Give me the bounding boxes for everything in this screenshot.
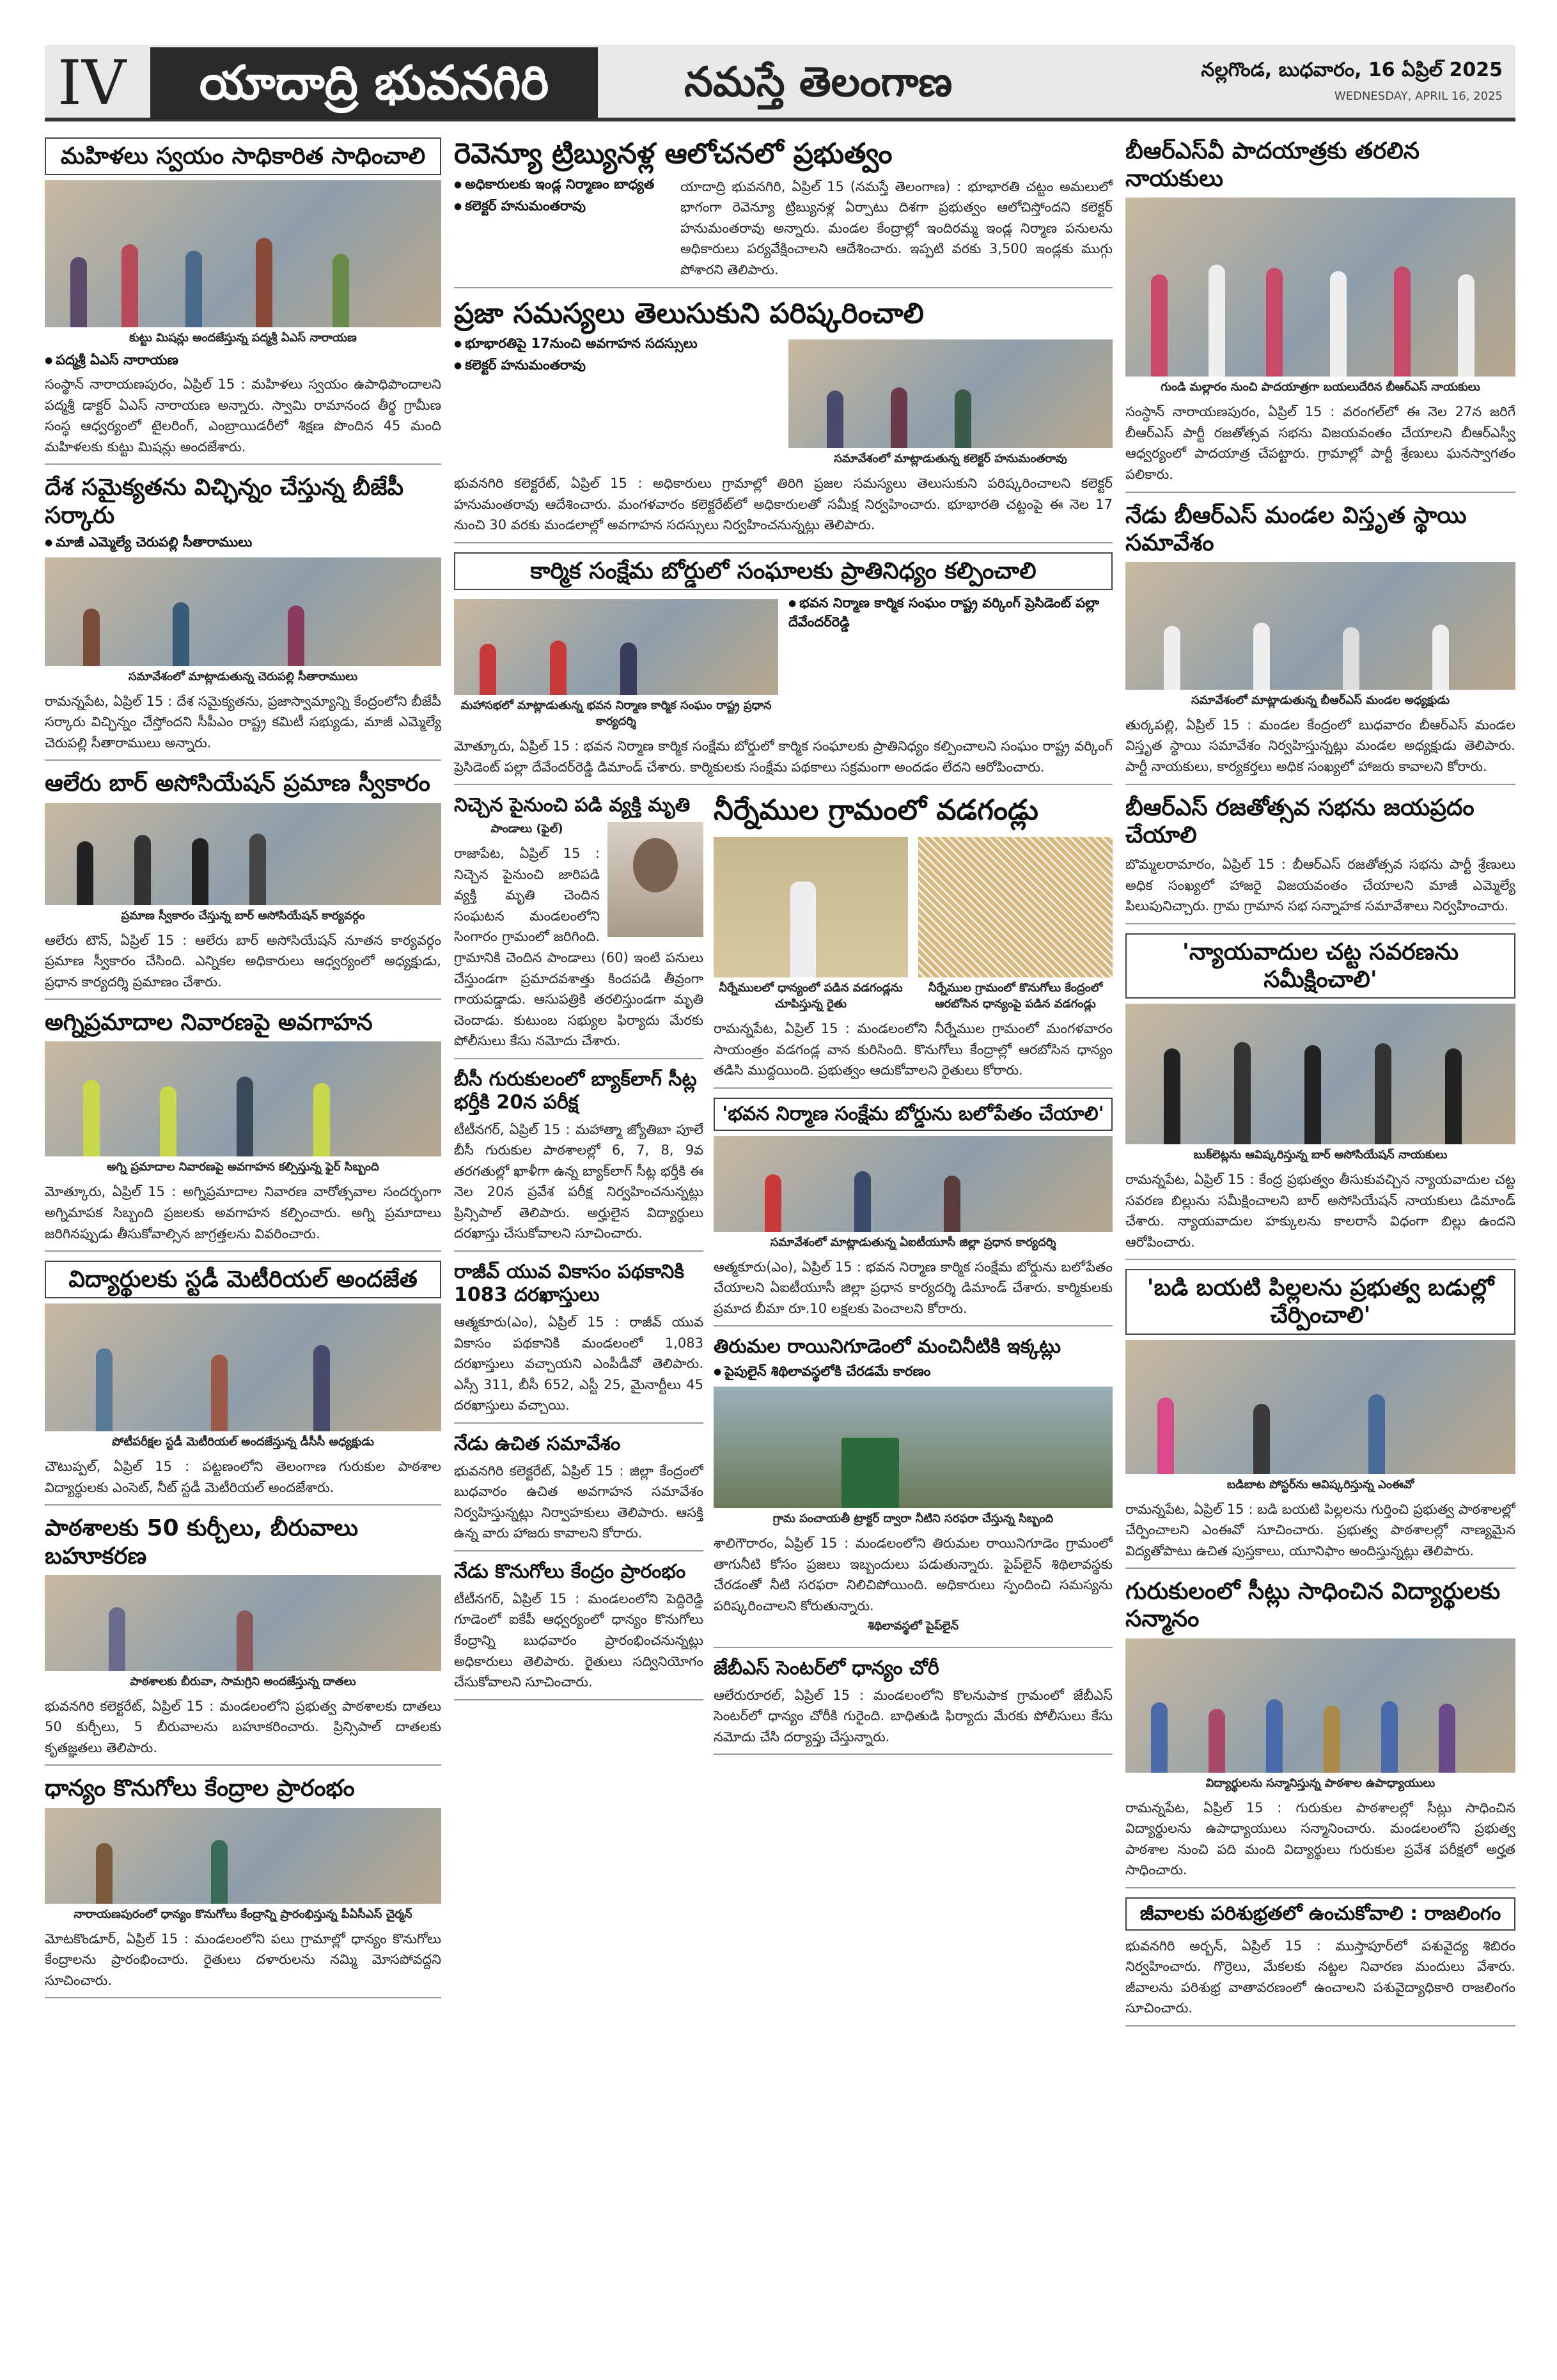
- story-study-material: [45, 1261, 441, 1505]
- news-photo: [45, 180, 441, 327]
- portrait-photo: [607, 822, 703, 937]
- story-construction-board: [714, 1098, 1113, 1327]
- story-women-empowerment: [45, 137, 441, 465]
- news-photo: [1125, 1004, 1515, 1144]
- photo-caption: పోటీపరీక్షల స్టడీ మెటీరియల్ అందజేస్తున్న డీసీసీ అధ్యక్షుడు: [112, 1435, 374, 1449]
- headline: బీఆర్ఎస్ రజతోత్సవ సభను జయప్రదం చేయాలి: [1125, 794, 1475, 848]
- photo-caption: కుట్టు మిషన్లు అందజేస్తున్న పద్మశ్రీ ఏఎస్ నారాయణ: [129, 331, 357, 345]
- story-body: సంస్థాన్ నారాయణపురం, ఏప్రిల్ 15 : వరంగల్‌లో ఈ నెల 27న జరిగే బీఆర్ఎస్ పార్టీ రజతోత్సవ సభను విజయవంతం చేయాలని బీఆర్ఎస్వీ ఆధ్వర్యంలో పాదయాత్ర చేపట్టారు. గ్రామాల్లో పార్టీ శ్రేణులు ఘనస్వాగతం పలికారు.: [1125, 404, 1515, 483]
- photo-caption: పాండాలు (ఫైల్): [490, 822, 563, 836]
- story-body: మోత్కూరు, ఏప్రిల్ 15 : భవన నిర్మాణ కార్మిక సంక్షేమ బోర్డులో కార్మిక సంఘాలకు ప్రాతినిధ్యం కల్పించాలని సంఘం రాష్ట్ర వర్కింగ్ ప్రెసిడెంట్ పల్లా దేవేందర్‌రెడ్డి డిమాండ్ చేశారు. కార్మికులకు సంక్షేమ పథకాలు సక్రమంగా అందడం లేదని ఆరోపించారు.: [454, 738, 1113, 775]
- photo-caption: బడిబాట పోస్టర్‌ను ఆవిష్కరిస్తున్న ఎంఈవో: [1226, 1477, 1414, 1491]
- masthead: [45, 45, 1515, 121]
- story-purchase-centre: [454, 1560, 703, 1700]
- news-photo: [1125, 1340, 1515, 1474]
- photo-caption: విద్యార్థులను సన్మానిస్తున్న పాఠశాల ఉపాధ్యాయులు: [1205, 1776, 1436, 1790]
- story-fire-safety: [45, 1009, 441, 1252]
- center-lower-split: [454, 794, 1113, 1764]
- headline: దేశ సమైక్యతను విచ్ఛిన్నం చేస్తున్న బీజేపీ సర్కారు: [45, 474, 404, 529]
- photo-caption: సమావేశంలో మాట్లాడుతున్న బీఆర్ఎస్ మండల అధ్యక్షుడు: [1191, 693, 1450, 707]
- story-public-problems: [454, 297, 1113, 543]
- subhead: ● పైపులైన్ శిథిలావస్థలోకి చేరడమే కారణం: [714, 1364, 1113, 1383]
- photo-caption: మహాసభలో మాట్లాడుతున్న భవన నిర్మాణ కార్మిక సంఘం రాష్ట్ర ప్రధాన కార్యదర్శి: [460, 699, 772, 729]
- news-photo: [1125, 562, 1515, 690]
- headline: తిరుమల రాయినిగూడెంలో మంచినీటికి ఇక్కట్లు: [714, 1335, 1061, 1358]
- news-photo: [1125, 198, 1515, 377]
- right-column: [1125, 137, 1515, 2356]
- photo-caption: అగ్ని ప్రమాదాల నివారణపై అవగాహన కల్పిస్తున్న ఫైర్ సిబ్బంది: [107, 1160, 379, 1174]
- story-body: భువనగిరి కలెక్టరేట్, ఏప్రిల్ 15 : మండలంలోని ప్రభుత్వ పాఠశాలకు దాతలు 50 కుర్చీలు, 5 బీరువాలను బహూకరించారు. ప్రిన్సిపాల్ దాతలకు కృతజ్ఞతలు తెలిపారు.: [45, 1698, 441, 1755]
- story-hailstorm: [714, 794, 1113, 1088]
- headline: నిచ్చెన పైనుంచి పడి వ్యక్తి మృతి: [454, 794, 691, 817]
- story-bjp-unity: [45, 474, 441, 761]
- headline: నేడు కొనుగోలు కేంద్రం ప్రారంభం: [454, 1560, 686, 1583]
- headline: బీసీ గురుకులంలో బ్యాక్‌లాగ్ సీట్ల భర్తీకి 20న పరీక్ష: [454, 1068, 697, 1114]
- photo-caption: పాఠశాలకు బీరువా, సామగ్రిని అందజేస్తున్న దాతలు: [130, 1674, 356, 1688]
- story-grain-centres: [45, 1775, 441, 1998]
- story-out-of-school: [1125, 1269, 1515, 1569]
- subhead: ● కలెక్టర్ హనుమంతరావు: [454, 198, 670, 217]
- story-grain-theft: [714, 1657, 1113, 1755]
- headline: ప్రజా సమస్యలు తెలుసుకుని పరిష్కరించాలి: [454, 297, 924, 330]
- headline: 'భవన నిర్మాణ సంక్షేమ బోర్డును బలోపేతం చేయాలి': [714, 1098, 1113, 1131]
- newspaper-name: నమస్తే తెలంగాణ: [684, 59, 953, 106]
- story-rajiv-yuva-vikasam: [454, 1261, 703, 1424]
- photo-caption: ప్రమాణ స్వీకారం చేస్తున్న బార్ అసోసియేషన్ కార్యవర్గం: [121, 908, 365, 922]
- story-body: తుర్కపల్లి, ఏప్రిల్ 15 : మండల కేంద్రంలో బుధవారం బీఆర్ఎస్ మండల విస్తృత స్థాయి సమావేశం నిర్వహిస్తున్నట్లు మండల అధ్యక్షుడు తెలిపారు. పార్టీ నాయకులు, కార్యకర్తలు అధిక సంఖ్యలో హాజరు కావాలని కోరారు.: [1125, 717, 1515, 775]
- headline: జేబీఎస్ సెంటర్‌లో ధాన్యం చోరీ: [714, 1656, 939, 1679]
- story-body: రామన్నపేట, ఏప్రిల్ 15 : గురుకుల పాఠశాలల్లో సీట్లు సాధించిన విద్యార్థులను ఉపాధ్యాయులు సన్మానించారు. మండలంలోని ప్రభుత్వ పాఠశాల నుంచి పది మంది విద్యార్థులు గురుకుల ప్రవేశ పరీక్షలో అర్హత సాధించారు.: [1125, 1800, 1515, 1878]
- photo-caption: సమావేశంలో మాట్లాడుతున్న ఏఐటీయూసీ జిల్లా ప్రధాన కార్యదర్శి: [770, 1235, 1056, 1249]
- story-labour-welfare-board: [454, 552, 1113, 785]
- story-body: శాలిగౌరారం, ఏప్రిల్ 15 : మండలంలోని తిరుమల రాయినిగూడెం గ్రామంలో తాగునీటి కోసం ప్రజలు ఇబ్బందులు పడుతున్నారు. పైప్‌లైన్ శిథిలావస్థకు చేరడంతో నీటి సరఫరా నిలిచిపోయింది. అధికారులు స్పందించి సమస్యను పరిష్కరించాలని కోరుతున్నారు.: [714, 1536, 1113, 1614]
- headline: నేడు బీఆర్ఎస్ మండల విస్తృత స్థాయి సమావేశం: [1125, 502, 1467, 556]
- photo-caption: బుక్‌లెట్లను ఆవిష్కరిస్తున్న బార్ అసోసియేషన్ నాయకులు: [1193, 1147, 1448, 1162]
- story-body: యాదాద్రి భువనగిరి, ఏప్రిల్ 15 (నమస్తే తెలంగాణ) : భూభారతి చట్టం అమలులో భాగంగా రెవెన్యూ ట్రిబ్యునళ్ల ఏర్పాటు దిశగా ప్రభుత్వం ఆలోచిస్తోందని కలెక్టర్ హనుమంతరావు అన్నారు. మండల కేంద్రాల్లో ఇందిరమ్మ ఇండ్ల నిర్మాణ పనులను అధికారులు పర్యవేక్షించాలని ఆదేశించారు. ఇప్పటి వరకు 3,500 ఇండ్లకు ముగ్గు పోశారని తెలిపారు.: [680, 178, 1113, 277]
- news-photo: [714, 1136, 1113, 1232]
- story-body: మోత్కూరు, ఏప్రిల్ 15 : అగ్నిప్రమాదాల నివారణ వారోత్సవాల సందర్భంగా అగ్నిమాపక సిబ్బంది ప్రజలకు అవగాహన కల్పించారు. అగ్ని ప్రమాదాలు జరిగినప్పుడు తీసుకోవాల్సిన జాగ్రత్తలను వివరించారు.: [45, 1184, 441, 1241]
- subhead: ● మాజీ ఎమ్మెల్యే చెరుపల్లి సీతారాములు: [45, 534, 441, 554]
- story-body: ఆత్మకూరు(ఎం), ఏప్రిల్ 15 : భవన నిర్మాణ కార్మిక సంక్షేమ బోర్డును బలోపేతం చేయాలని ఏఐటీయూసీ జిల్లా ప్రధాన కార్యదర్శి డిమాండ్ చేశారు. కార్మికులకు ప్రమాద బీమా రూ.10 లక్షలకు పెంచాలని కోరారు.: [714, 1259, 1113, 1316]
- page-number: IV: [58, 47, 127, 119]
- photo-caption: గుండి మల్లారం నుంచి పాదయాత్రగా బయలుదేరిన బీఆర్ఎస్ నాయకులు: [1161, 380, 1480, 394]
- headline: కార్మిక సంక్షేమ బోర్డులో సంఘాలకు ప్రాతినిధ్యం కల్పించాలి: [454, 552, 1113, 590]
- story-school-furniture: [45, 1514, 441, 1766]
- story-advocates-act: [1125, 933, 1515, 1261]
- headline: ధాన్యం కొనుగోలు కేంద్రాల ప్రారంభం: [45, 1775, 355, 1802]
- story-body: భువనగిరి అర్బన్, ఏప్రిల్ 15 : ముస్తాపూర్‌లో పశువైద్య శిబిరం నిర్వహించారు. గొర్రెలు, మేకలకు నట్టల నివారణ మందులు వేశారు. జీవాలను పరిశుభ్ర వాతావరణంలో ఉంచాలని పశువైద్యాధికారి రాజలింగం సూచించారు.: [1125, 1938, 1515, 2016]
- story-body: భువనగిరి కలెక్టరేట్, ఏప్రిల్ 15 : జిల్లా కేంద్రంలో బుధవారం ఉచిత అవగాహన సమావేశం నిర్వహిస్తున్నట్లు నిర్వాహకులు తెలిపారు. ఆసక్తి ఉన్న వారు హాజరు కావాలని కోరారు.: [454, 1463, 703, 1541]
- story-body: టీటీనగర్, ఏప్రిల్ 15 : మండలంలోని పెద్దిరెడ్డి గూడెంలో ఐకేపీ ఆధ్వర్యంలో ధాన్యం కొనుగోలు కేంద్రాన్ని బుధవారం ప్రారంభించనున్నట్లు అధికారులు తెలిపారు. రైతులు సద్వినియోగం చేసుకోవాలని సూచించారు.: [454, 1591, 703, 1690]
- photo-caption: గ్రామ పంచాయతీ ట్రాక్టర్ ద్వారా నీటిని సరఫరా చేస్తున్న సిబ్బంది: [772, 1512, 1054, 1526]
- story-body: మోటకొండూర్, ఏప్రిల్ 15 : మండలంలోని పలు గ్రామాల్లో ధాన్యం కొనుగోలు కేంద్రాలను ప్రారంభించారు. రైతులు దళారులను నమ్మి మోసపోవద్దని సూచించారు.: [45, 1931, 441, 1988]
- story-ladder-death: [454, 794, 703, 1059]
- subhead: ● భవన నిర్మాణ కార్మిక సంఘం రాష్ట్ర వర్కింగ్ ప్రెసిడెంట్ పల్లా దేవేందర్‌రెడ్డి: [788, 595, 1113, 733]
- news-photo: [45, 803, 441, 905]
- story-livestock: [1125, 1897, 1515, 2026]
- story-body: రాజాపేట, ఏప్రిల్ 15 : నిచ్చెన పైనుంచి జారిపడి వ్యక్తి మృతి చెందిన సంఘటన మండలంలోని సింగారం గ్రామంలో జరిగింది. గ్రామానికి చెందిన పాండాలు (60) ఇంటి పనులు చేస్తుండగా ప్రమాదవశాత్తు కిందపడి తీవ్రంగా గాయపడ్డాడు. ఆసుపత్రికి తరలిస్తుండగా మృతి చెందాడు. కుటుంబ సభ్యుల ఫిర్యాదు మేరకు పోలీసులు కేసు నమోదు చేశారు.: [454, 846, 703, 1049]
- story-gurukul-felicitation: [1125, 1578, 1515, 1888]
- photo-caption: నారాయణపురంలో ధాన్యం కొనుగోలు కేంద్రాన్ని ప్రారంభిస్తున్న పీఏసీఎస్ చైర్మన్: [74, 1907, 412, 1921]
- news-photo: [45, 1808, 441, 1904]
- headline: బీఆర్ఎస్‌వీ పాదయాత్రకు తరలిన నాయకులు: [1125, 138, 1420, 192]
- subhead: ● భూభారతిపై 17నుంచి అవగాహన సదస్సులు: [454, 336, 778, 355]
- story-body: భువనగిరి కలెక్టరేట్, ఏప్రిల్ 15 : అధికారులు గ్రామాల్లో తిరిగి ప్రజల సమస్యలు తెలుసుకుని పరిష్కరించాలని కలెక్టర్ హనుమంతరావు ఆదేశించారు. మంగళవారం కలెక్టరేట్‌లో అధికారులతో సమీక్ష నిర్వహించారు. భూభారతి చట్టంపై ఈ నెల 17 నుంచి 30 వరకు మండలాల్లో అవగాహన సదస్సులు నిర్వహించనున్నట్లు తెలిపారు.: [454, 476, 1113, 533]
- story-body: ఆత్మకూరు(ఎం), ఏప్రిల్ 15 : రాజీవ్ యువ వికాసం పథకానికి మండలంలో 1,083 దరఖాస్తులు వచ్చాయని ఎంపీడీవో తెలిపారు. ఎస్సీ 311, బీసీ 652, ఎస్టీ 25, మైనార్టీలు 45 దరఖాస్తులు వచ్చాయి.: [454, 1314, 703, 1413]
- headline: రాజీవ్ యువ వికాసం పథకానికి 1083 దరఖాస్తులు: [454, 1261, 684, 1306]
- left-column: [45, 137, 441, 2356]
- headline: మహిళలు స్వయం సాధికారిత సాధించాలి: [45, 137, 441, 175]
- district-title: యాదాద్రి భువనగిరి: [150, 47, 598, 119]
- news-photo: [45, 1041, 441, 1156]
- photo-caption: సమావేశంలో మాట్లాడుతున్న కలెక్టర్ హనుమంతరావు: [834, 452, 1067, 466]
- story-body: చౌటుప్పల్, ఏప్రిల్ 15 : పట్టణంలోని తెలంగాణ గురుకుల పాఠశాల విద్యార్థులకు ఎంసెట్, నీట్ స్టడీ మెటీరియల్ అందజేశారు.: [45, 1459, 441, 1495]
- news-photo: [788, 339, 1113, 448]
- news-photo: [1125, 1638, 1515, 1773]
- story-brsv-padayatra: [1125, 137, 1515, 493]
- news-photo: [918, 837, 1113, 977]
- headline: 'బడి బయటి పిల్లలను ప్రభుత్వ బడుల్లో చేర్పించాలి': [1125, 1269, 1515, 1334]
- story-body: బొమ్మలరామారం, ఏప్రిల్ 15 : బీఆర్ఎస్ రజతోత్సవ సభను పార్టీ శ్రేణులు అధిక సంఖ్యలో హాజరై విజయవంతం చేయాలని మాజీ ఎమ్మెల్యే పిలుపునిచ్చారు. గ్రామ గ్రామాన సభ సన్నాహక సమావేశాలు నిర్వహించారు.: [1125, 856, 1515, 914]
- headline: జీవాలకు పరిశుభ్రతలో ఉంచుకోవాలి : రాజలింగం: [1125, 1897, 1515, 1931]
- headline: పాఠశాలకు 50 కుర్చీలు, బీరువాలు బహూకరణ: [45, 1515, 359, 1569]
- subhead: ● కలెక్టర్ హనుమంతరావు: [454, 357, 778, 377]
- story-drinking-water: [714, 1335, 1113, 1647]
- news-photo: [714, 837, 908, 977]
- edition-date-english: WEDNESDAY, APRIL 16, 2025: [1334, 89, 1503, 103]
- story-body: సంస్థాన్ నారాయణపురం, ఏప్రిల్ 15 : మహిళలు స్వయం ఉపాధిపొందాలని పద్మశ్రీ డాక్టర్ ఏఎస్ నారాయణ అన్నారు. స్వామి రామానంద తీర్థ గ్రామీణ సంస్థ ఆధ్వర్యంలో టైలరింగ్, ఎంబ్రాయిడరీలో శిక్షణ పొందిన 45 మంది మహిళలకు కుట్టు మిషన్లు అందజేశారు.: [45, 377, 441, 455]
- photo-caption: నీర్నేములలో ధాన్యంలో పడిన వడగండ్లను చూపిస్తున్న రైతు: [719, 981, 903, 1011]
- news-photo: [454, 599, 778, 695]
- story-revenue-tribunal: [454, 137, 1113, 288]
- news-photo: [714, 1387, 1113, 1508]
- story-bar-association: [45, 770, 441, 1000]
- story-body: రామన్నపేట, ఏప్రిల్ 15 : దేశ సమైక్యతను, ప్రజాస్వామ్యాన్ని కేంద్రంలోని బీజేపీ సర్కారు విచ్ఛిన్నం చేస్తోందని సీపీఎం రాష్ట్ర కమిటీ సభ్యుడు, మాజీ ఎమ్మెల్యే చెరుపల్లి సీతారాములు అన్నారు.: [45, 693, 441, 751]
- news-photo: [45, 1575, 441, 1671]
- headline: నేడు ఉచిత సమావేశం: [454, 1432, 621, 1455]
- headline: విద్యార్థులకు స్టడీ మెటీరియల్ అందజేత: [45, 1261, 441, 1298]
- headline: నీర్నేముల గ్రామంలో వడగండ్లు: [714, 794, 1038, 827]
- story-brs-meeting: [1125, 502, 1515, 785]
- photo-caption: శిథిలావస్థలో పైప్‌లైన్: [867, 1619, 959, 1633]
- subhead: ● పద్మశ్రీ ఏఎస్ నారాయణ: [45, 352, 441, 371]
- headline: 'న్యాయవాదుల చట్ట సవరణను సమీక్షించాలి': [1125, 933, 1515, 999]
- edition-date-telugu: నల్లగొండ, బుధవారం, 16 ఏప్రిల్ 2025: [1201, 59, 1503, 81]
- story-bc-gurukul: [454, 1068, 703, 1252]
- story-brs-silver-jubilee: [1125, 794, 1515, 924]
- story-body: రామన్నపేట, ఏప్రిల్ 15 : బడి బయటి పిల్లలను గుర్తించి ప్రభుత్వ పాఠశాలల్లో చేర్పించాలని ఎంఈవో సూచించారు. ప్రభుత్వ పాఠశాలల్లో నాణ్యమైన విద్యతోపాటు ఉచిత పుస్తకాలు, యూనిఫాం అందిస్తున్నట్లు తెలిపారు.: [1125, 1501, 1515, 1559]
- story-body: ఆలేరురూరల్, ఏప్రిల్ 15 : మండలంలోని కొలనుపాక గ్రామంలో జేబీఎస్ సెంటర్‌లో ధాన్యం చోరీకి గురైంది. బాధితుడి ఫిర్యాదు మేరకు పోలీసులు కేసు నమోదు చేసి దర్యాప్తు చేస్తున్నారు.: [714, 1687, 1113, 1745]
- story-body: ఆలేరు టౌన్, ఏప్రిల్ 15 : ఆలేరు బార్ అసోసియేషన్ నూతన కార్యవర్గం ప్రమాణ స్వీకారం చేసింది. ఎన్నికల అధికారులు ఆధ్వర్యంలో అధ్యక్షుడు, ప్రధాన కార్యదర్శి ప్రమాణం చేశారు.: [45, 932, 441, 990]
- headline: రెవెన్యూ ట్రిబ్యునళ్ల ఆలోచనలో ప్రభుత్వం: [454, 137, 893, 170]
- headline: అగ్నిప్రమాదాల నివారణపై అవగాహన: [45, 1009, 373, 1036]
- headline: ఆలేరు బార్ అసోసియేషన్ ప్రమాణ స్వీకారం: [45, 770, 430, 797]
- subhead: ● అధికారులకు ఇండ్ల నిర్మాణం బాధ్యత: [454, 176, 670, 196]
- story-body: రామన్నపేట, ఏప్రిల్ 15 : మండలంలోని నీర్నేముల గ్రామంలో మంగళవారం సాయంత్రం వడగండ్ల వాన కురిసింది. కొనుగోలు కేంద్రాల్లో ఆరబోసిన ధాన్యం తడిసి ముద్దయింది. ప్రభుత్వం ఆదుకోవాలని రైతులు కోరారు.: [714, 1021, 1113, 1078]
- story-body: టీటీనగర్, ఏప్రిల్ 15 : మహాత్మా జ్యోతిబా పూలే బీసీ గురుకుల పాఠశాలల్లో 6, 7, 8, 9వ తరగతుల్లో ఖాళీగా ఉన్న బ్యాక్‌లాగ్ సీట్ల భర్తీకి ఈ నెల 20న ప్రవేశ పరీక్ష నిర్వహించనున్నట్లు ప్రిన్సిపాల్ తెలిపారు. అర్హులైన విద్యార్థులు దరఖాస్తు చేసుకోవాలని సూచించారు.: [454, 1121, 703, 1241]
- story-free-meeting: [454, 1433, 703, 1552]
- story-body: రామన్నపేట, ఏప్రిల్ 15 : కేంద్ర ప్రభుత్వం తీసుకువచ్చిన న్యాయవాదుల చట్ట సవరణ బిల్లును సమీక్షించాలని బార్ అసోసియేషన్ నాయకులు డిమాండ్ చేశారు. న్యాయవాదుల హక్కులను కాలరాసే విధంగా బిల్లు ఉందని ఆరోపించారు.: [1125, 1171, 1515, 1250]
- news-photo: [45, 557, 441, 666]
- photo-caption: నీర్నేముల గ్రామంలో కొనుగోలు కేంద్రంలో ఆరబోసిన ధాన్యంపై పడిన వడగండ్లు: [928, 981, 1103, 1011]
- center-column: [454, 137, 1113, 2356]
- news-photo: [45, 1303, 441, 1431]
- photo-caption: సమావేశంలో మాట్లాడుతున్న చెరుపల్లి సీతారాములు: [128, 669, 358, 683]
- headline: గురుకులంలో సీట్లు సాధించిన విద్యార్థులకు సన్మానం: [1125, 1578, 1501, 1633]
